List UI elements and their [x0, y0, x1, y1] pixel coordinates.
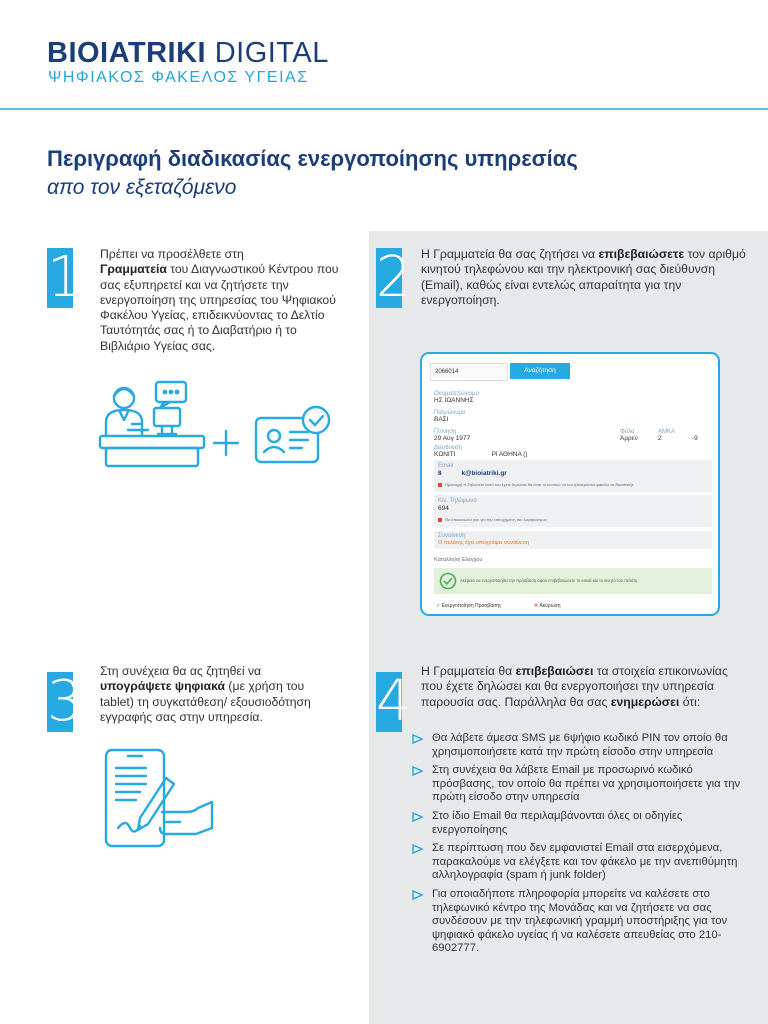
- page-title: Περιγραφή διαδικασίας ενεργοποίησης υπηρεσίας: [47, 146, 578, 171]
- search-field-value: 2066014: [435, 369, 459, 375]
- phone-note-text: Θα επικοινωνεί για: για την επιτυχημένη του λογαριασμού: [445, 517, 547, 522]
- triangle-bullet-icon: [412, 812, 424, 822]
- email-note: [438, 482, 634, 487]
- bullet-text: Σε περίπτωση που δεν εμφανιστεί Email στα εισερχόμενα, παρακαλούμε να ελέγξετε και τον φάκελο με την ανεπιθύμητη αλληλογραφία (spam ή junk folder): [432, 842, 738, 882]
- bullet-text: Για οποιαδήποτε πληροφορία μπορείτε να καλέσετε στο τηλεφωνικό κέντρο της Μονάδας και να ζητήσετε να σας συνδέσουν με την τηλεφωνική γραμμή υποστήριξης για τον ψηφιακό φάκελο υγείας ή να καλέσετε απευθείας στο 210- 6902777.: [432, 887, 728, 955]
- step-1-text: [100, 247, 350, 354]
- confirm-row: [434, 568, 712, 594]
- email-value: 8 k@bioiatriki.gr: [438, 470, 507, 477]
- step-1-text-run: Πρέπει να προσέλθετε στη: [100, 247, 244, 261]
- bullet-text: Θα λάβετε άμεσα SMS με 6ψήφιο κωδικό PIN τον οποίο θα χρησιμοποιήσετε κατά την πρώτη είσοδο στην υπηρεσία: [432, 732, 728, 758]
- step-1-text-run: Γραμματεία: [100, 262, 167, 277]
- step-3-text-run: (με χρήση του tablet) τη συγκατάθεση/ εξουσιοδότηση εγγραφής σας στην υπηρεσία.: [100, 679, 311, 724]
- step-2-text-run: τον αριθμό κινητού τηλεφώνου και την ηλεκτρονική σας διεύθυνση (Email), καθώς είναι εντελώς απαραίτητα για την ενεργοποίηση.: [421, 247, 746, 307]
- step-2-text-run: επιβεβαιώσετε: [598, 247, 685, 261]
- step-4-text-run: τα στοιχεία επικοινωνίας που έχετε δηλώσει και θα ενεργοποιήσει την υπηρεσία παρουσία σας. Παράλληλα θα σας: [421, 664, 728, 709]
- bullet-item: [412, 732, 742, 759]
- step-4-text-run: ενημερώσει: [610, 694, 680, 709]
- step-1-number: 1: [47, 245, 83, 310]
- step-4-bullet-list: [412, 732, 742, 961]
- step-3-number: 3: [47, 669, 83, 734]
- step-4-number: 4: [376, 669, 412, 734]
- surname-label: Ονοματεπώνυμο: [434, 391, 479, 397]
- search-button[interactable]: Αναζήτηση: [510, 363, 570, 379]
- check-label: Καταλληλή Ελέγχου: [434, 557, 483, 563]
- tablet-signature-icon: [104, 748, 214, 852]
- step-4-text-run: Η Γραμματεία θα: [421, 664, 516, 678]
- step-2-text-run: Η Γραμματεία θα σας ζητήσει να: [421, 247, 599, 261]
- cancel-button[interactable]: [534, 601, 561, 611]
- triangle-bullet-icon: [412, 890, 424, 900]
- step-3-text: [100, 664, 325, 725]
- system-screenshot: [420, 352, 720, 616]
- step-3-text-run: Στη συνέχεια θα ας ζητηθεί να: [100, 664, 262, 678]
- page-subtitle: απο τον εξεταζόμενο: [47, 176, 237, 199]
- phone-note: [438, 517, 547, 522]
- consent-value: Ο πελάτης έχει υπογράψει συναίνεση: [438, 540, 530, 546]
- birth-label: Γέννηση: [434, 429, 457, 435]
- birth-value: 29 Αυγ 1977: [434, 435, 471, 442]
- bullet-item: [412, 888, 742, 956]
- step-2-text: [421, 247, 751, 308]
- brand-logo: [47, 38, 329, 68]
- phone-value: 694: [438, 505, 449, 512]
- search-field[interactable]: [430, 363, 508, 381]
- email-label: Email: [438, 463, 454, 469]
- bullet-item: [412, 810, 742, 837]
- bullet-text: Στη συνέχεια θα λάβετε Email με προσωρινό κωδικό πρόσβασης, τον οποίο θα πρέπει να χρησιμοποιήσετε για την πρώτη είσοδο στην υπηρεσία: [432, 764, 741, 804]
- father-value: ΒΑΣΙ: [434, 416, 449, 423]
- step-4-text: [421, 664, 741, 710]
- step-4-text-run: επιβεβαιώσει: [515, 664, 594, 678]
- email-field[interactable]: [434, 460, 712, 492]
- triangle-bullet-icon: [412, 844, 424, 854]
- check-circle-icon[interactable]: [439, 572, 457, 590]
- plus-icon: [211, 428, 241, 458]
- step-1-text-run: του Διαγνωστικού Κέντρου που σας εξυπηρετεί και να ζητήσετε την ενεργοποίηση της υπηρεσίας του Ψηφιακού Φακέλου Υγείας, επιδεικνύοντας το Δελτίο Ταυτότητάς σας ή το Διαβατήριο ή το Βιβλιάριο Υγείας σας.: [100, 262, 339, 353]
- consent-field: [434, 531, 712, 549]
- check-icon: ✓: [436, 603, 441, 609]
- amka-label: ΑΜΚΑ: [658, 429, 676, 435]
- bullet-item: [412, 842, 742, 883]
- bullet-item: [412, 764, 742, 805]
- address-label: Διεύθυνση: [434, 445, 462, 451]
- sex-label: Φύλο: [620, 429, 635, 435]
- header-divider: [0, 108, 768, 110]
- surname-value: ΗΣ ΙΩΑΝΝΗΣ: [434, 397, 474, 404]
- brand-subtitle: ΨΗΦΙΑΚΟΣ ΦΑΚΕΛΟΣ ΥΓΕΙΑΣ: [48, 69, 309, 86]
- brand-bold: BIOIATRIKI: [47, 37, 207, 69]
- triangle-bullet-icon: [412, 766, 424, 776]
- activate-button-label: Ενεργοποίηση Πρόσβασης: [441, 603, 502, 609]
- father-label: Πατρώνυμο: [434, 410, 466, 416]
- confirm-text: Ακέραιο να ενεργοποιηθεί την πρόσβαση αφού επιβεβαιώσετε το email και το κινητό του πελάτη: [460, 578, 638, 583]
- step-4-text-run: ότι:: [679, 694, 701, 709]
- bullet-text: Στο ίδιο Email θα περιλαμβάνονται όλες οι οδηγίες ενεργοποίησης: [432, 809, 683, 836]
- activate-button[interactable]: [436, 601, 501, 611]
- close-icon: ✕: [534, 603, 539, 609]
- id-card-check-icon: [254, 404, 334, 466]
- cancel-button-label: Ακύρωση: [539, 603, 561, 609]
- address-value: ΚΩΝΙΤΙ Ρί ΑΘΗΝΑ (): [434, 451, 528, 458]
- phone-label: Κιν. Τηλέφωνο: [438, 498, 477, 504]
- email-note-text: Προσοχή! Η δηλώνετε αυτό του έχετε δηλώσει θα είναι το κυστικό να του ηλεκτρονικό φάκελο τα δικαστικής: [445, 482, 634, 487]
- reception-desk-icon: [98, 378, 208, 474]
- amka-value-end: -9: [692, 435, 698, 442]
- step-2-number: 2: [376, 245, 412, 310]
- phone-field[interactable]: [434, 495, 712, 527]
- consent-label: Συναίνεση: [438, 533, 466, 539]
- brand-light: DIGITAL: [214, 37, 329, 69]
- warning-dot-icon: [438, 518, 442, 522]
- triangle-bullet-icon: [412, 734, 424, 744]
- warning-dot-icon: [438, 483, 442, 487]
- sex-value: Άρρεν: [620, 435, 638, 442]
- amka-value: 2: [658, 435, 662, 442]
- step-3-text-run: υπογράψετε ψηφιακά: [100, 679, 226, 694]
